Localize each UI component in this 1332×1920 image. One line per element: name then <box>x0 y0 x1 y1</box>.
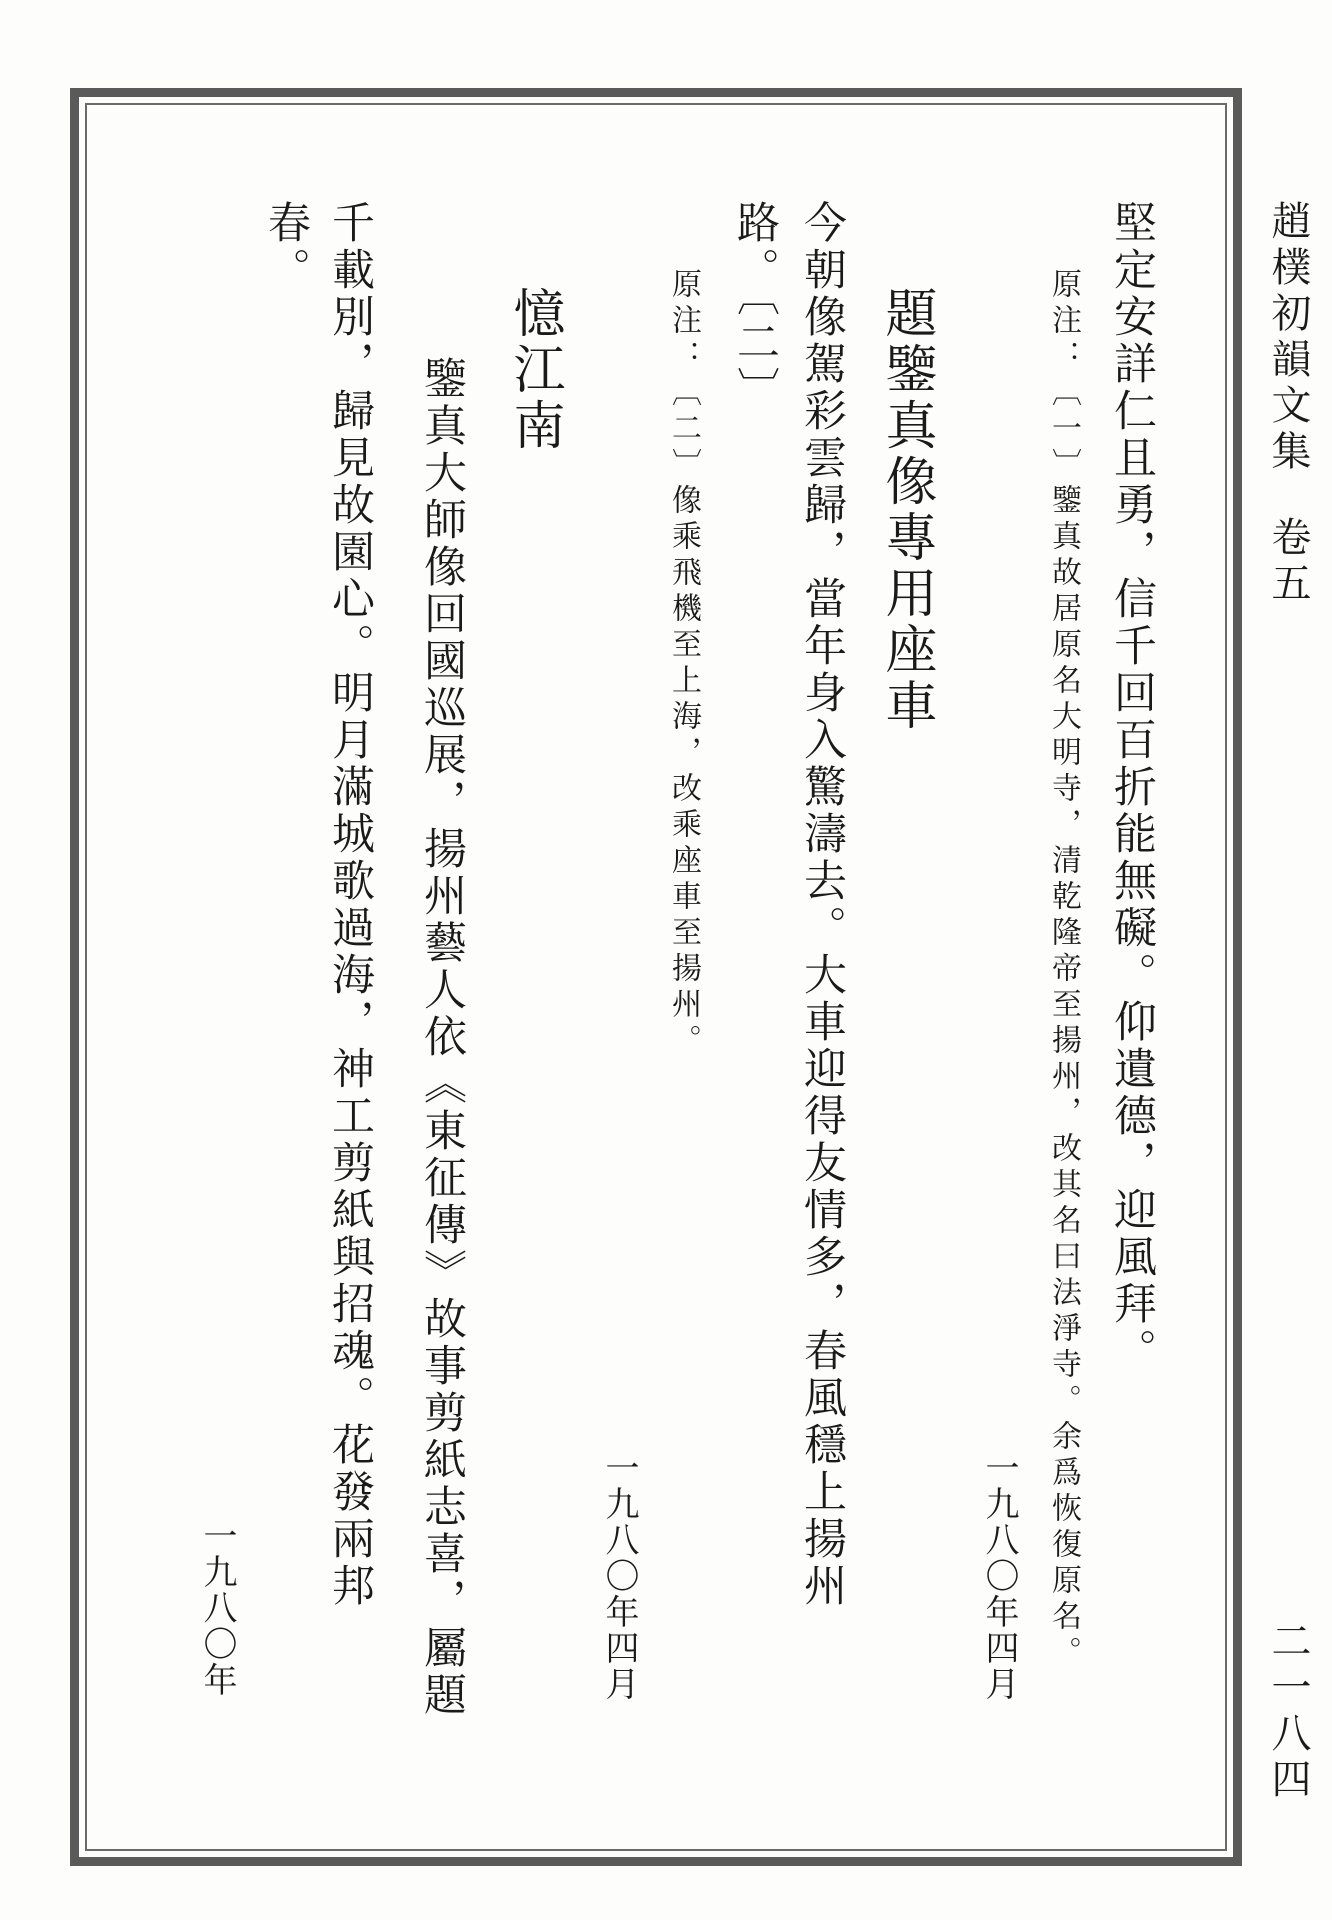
poem2-line: 今朝像駕彩雲歸，當年身入驚濤去。大車迎得友情多，春風穩上揚州 <box>797 200 847 1610</box>
poem1-note: 原注：〔一〕鑒真故居原名大明寺，清乾隆帝至揚州，改其名曰法淨寺。余爲恢復原名。 <box>1046 268 1081 1672</box>
book-title: 趙樸初韻文集 <box>1265 200 1311 476</box>
poem3-date: 一九八〇年 <box>197 1518 237 1698</box>
poem3-line: 春。 <box>261 200 311 294</box>
volume-label: 卷五 <box>1265 516 1311 608</box>
poem3-preface: 鑒真大師像回國巡展，揚州藝人依《東征傳》故事剪紙志喜，屬題 <box>417 356 467 1719</box>
poem2-line: 路。〔二〕 <box>730 200 780 414</box>
poem1-line: 堅定安詳仁且勇，信千回百折能無礙。仰遺德，迎風拜。 <box>1107 200 1157 1375</box>
poem1-date: 一九八〇年四月 <box>979 1450 1019 1702</box>
poem3-line: 千載別，歸見故園心。明月滿城歌過海，神工剪紙與招魂。花發兩邦 <box>325 200 375 1610</box>
poem2-title: 題鑒真像專用座車 <box>876 286 936 734</box>
poem2-note: 原注：〔二〕像乘飛機至上海，改乘座車至揚州。 <box>666 268 701 1060</box>
poem3-title: 憶江南 <box>504 286 564 454</box>
running-header <box>1265 200 1311 608</box>
poem2-date: 一九八〇年四月 <box>599 1450 639 1702</box>
page-number: 二一八四 <box>1265 1620 1311 1804</box>
